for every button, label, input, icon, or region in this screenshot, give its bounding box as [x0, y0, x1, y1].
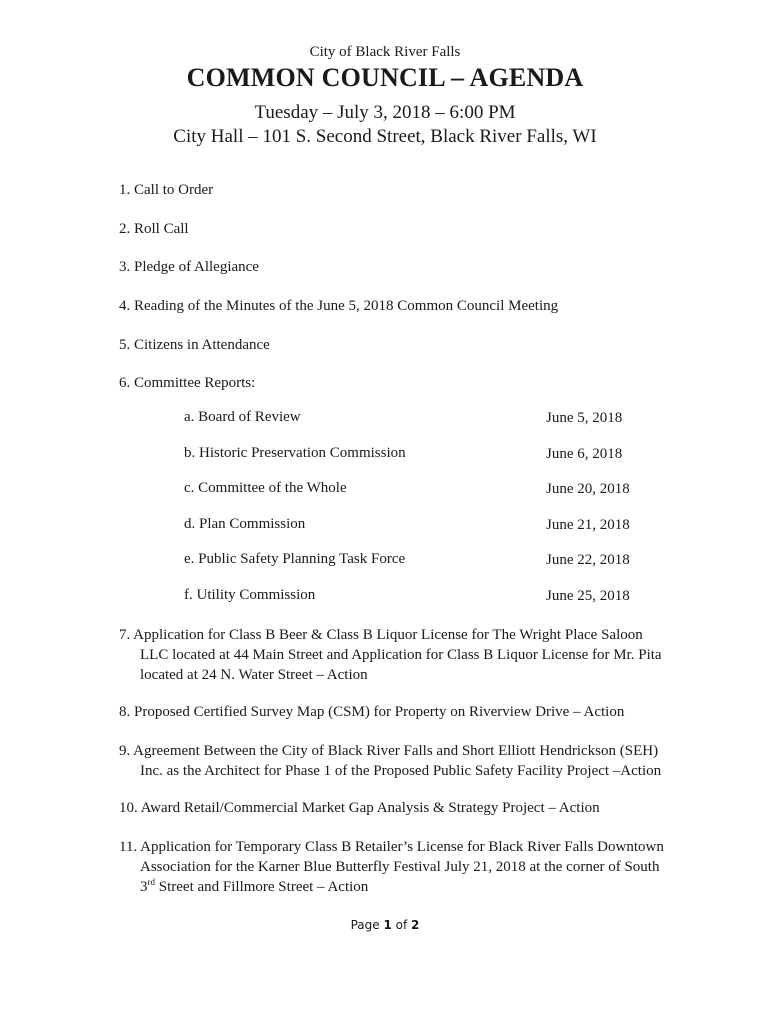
page-total: 2: [411, 918, 420, 932]
agenda-item-9-line-2: Inc. as the Architect for Phase 1 of the Proposed Public Safety Facility Project –Action: [140, 763, 662, 779]
city-name: City of Black River Falls: [309, 44, 461, 60]
agenda-item-9: [119, 741, 679, 781]
page-number: 1: [383, 918, 392, 932]
agenda-item-11-line-3: [119, 877, 679, 897]
meeting-location: City Hall – 101 S. Second Street, Black River Falls, WI: [173, 126, 597, 147]
page-of-label: of: [391, 918, 412, 932]
agenda-item-11: [119, 837, 679, 897]
committee-report-name: c. Committee of the Whole: [184, 480, 347, 496]
committee-report-name: e. Public Safety Planning Task Force: [184, 551, 406, 567]
agenda-item-5: 5. Citizens in Attendance: [119, 337, 270, 353]
agenda-item-10: 10. Award Retail/Commercial Market Gap Analysis & Strategy Project – Action: [119, 800, 600, 816]
agenda-item-3: 3. Pledge of Allegiance: [119, 259, 259, 275]
committee-report-name: b. Historic Preservation Commission: [184, 445, 406, 461]
agenda-item-4: 4. Reading of the Minutes of the June 5, 2018 Common Council Meeting: [119, 298, 559, 314]
committee-report-date: June 5, 2018: [546, 410, 623, 426]
committee-report-date: June 20, 2018: [546, 481, 630, 497]
agenda-item-7: [119, 625, 679, 685]
agenda-item-7-line-2: LLC located at 44 Main Street and Application for Class B Liquor License for Mr. Pita: [140, 647, 662, 663]
agenda-item-1: 1. Call to Order: [119, 182, 214, 198]
agenda-item-8: 8. Proposed Certified Survey Map (CSM) for Property on Riverview Drive – Action: [119, 704, 625, 720]
agenda-item-2: 2. Roll Call: [119, 221, 189, 237]
committee-report-name: d. Plan Commission: [184, 516, 306, 532]
page-label: Page: [350, 918, 384, 932]
committee-report-date: June 25, 2018: [546, 588, 630, 604]
ordinal-suffix: rd: [147, 877, 155, 887]
ordinal-number: 3: [140, 879, 148, 895]
agenda-item-7-line-3: located at 24 N. Water Street – Action: [140, 667, 368, 683]
committee-report-date: June 6, 2018: [546, 446, 623, 462]
agenda-item-9-line-1: 9. Agreement Between the City of Black River Falls and Short Elliott Hendrickson (SEH): [119, 743, 659, 759]
page-footer: [0, 918, 770, 932]
committee-report-name: a. Board of Review: [184, 409, 301, 425]
agenda-item-6: 6. Committee Reports:: [119, 375, 256, 391]
committee-report-name: f. Utility Commission: [184, 587, 316, 603]
committee-report-date: June 22, 2018: [546, 552, 630, 568]
page-title: COMMON COUNCIL – AGENDA: [186, 63, 584, 92]
agenda-item-11-line-1: 11. Application for Temporary Class B Retailer’s License for Black River Falls Downtown: [119, 839, 664, 855]
agenda-item-11-line-3-text: Street and Fillmore Street – Action: [155, 879, 369, 895]
committee-report-date: June 21, 2018: [546, 517, 630, 533]
agenda-item-7-line-1: 7. Application for Class B Beer & Class B Liquor License for The Wright Place Saloon: [119, 627, 643, 643]
agenda-item-11-line-2: Association for the Karner Blue Butterfly Festival July 21, 2018 at the corner of South: [140, 859, 660, 875]
meeting-date: Tuesday – July 3, 2018 – 6:00 PM: [254, 102, 516, 123]
